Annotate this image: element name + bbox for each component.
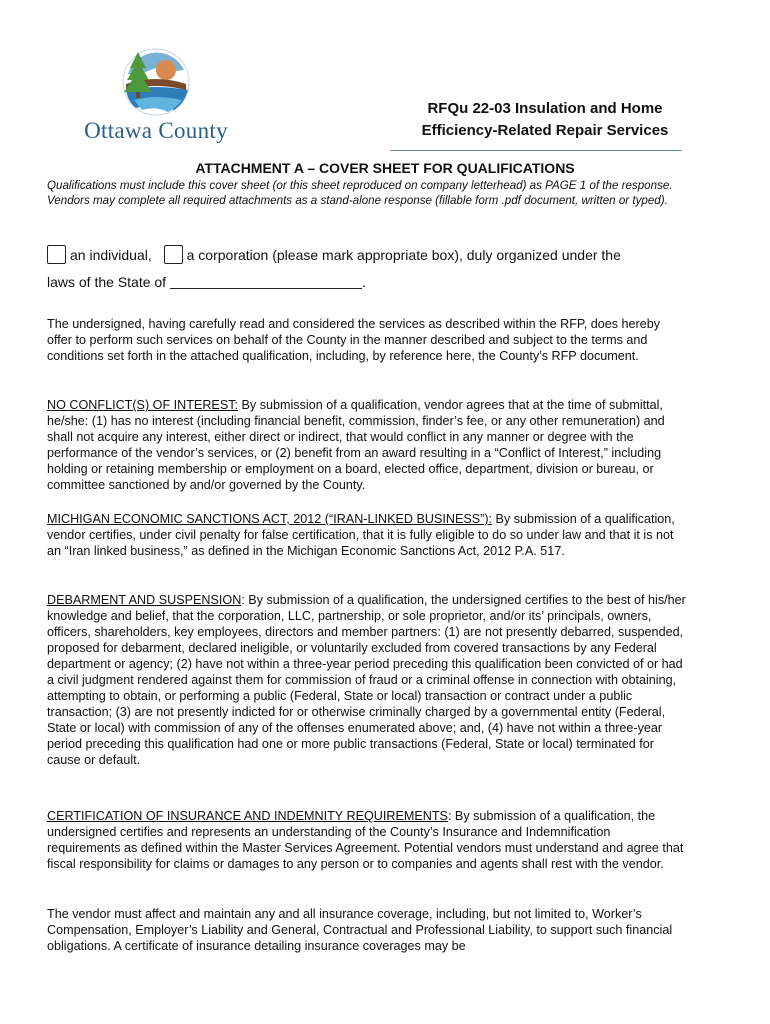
iran-body: By submission of a qualification, vendor certifies, under civil penalty for false certification, that it is fully eligible to do so under law and that it is not an “Iran linked business,” as defined in the Michigan Economic Sanctions Act, 2012 P.A. 517. [47, 512, 675, 558]
county-seal-icon [78, 44, 234, 116]
insurance-body: : By submission of a qualification, the undersigned certifies and represents an understanding of the County’s Insurance and Indemnification requirements as defined within the Master Services Agreement. Potential vendors must understand and agree that fiscal responsibility for claims or damages to any person or to companies and agents shall rest with the vendor. [47, 809, 684, 871]
laws-suffix: . [362, 274, 366, 290]
intro-text: Qualifications must include this cover sheet (or this sheet reproduced on company letterhead) as PAGE 1 of the response. Vendors may complete all required attachments as a stand-alone response (fillable form .pdf document, written or typed). [47, 179, 673, 207]
header-rule [390, 150, 682, 151]
conflict-heading: NO CONFLICT(S) OF INTEREST: [47, 398, 239, 412]
insurance-heading: CERTIFICATION OF INSURANCE AND INDEMNITY REQUIREMENTS [47, 809, 448, 823]
insurance-paragraph [47, 808, 687, 872]
corporation-checkbox[interactable] [164, 245, 183, 264]
individual-label: an individual, [70, 247, 152, 263]
attachment-title: ATTACHMENT A – COVER SHEET FOR QUALIFICATIONS [195, 160, 575, 176]
state-input[interactable] [170, 274, 362, 289]
rfq-title [400, 98, 690, 142]
laws-prefix: laws of the State of [47, 274, 167, 290]
debarment-heading: DEBARMENT AND SUSPENSION [47, 593, 242, 607]
entity-type-line [47, 245, 687, 265]
individual-checkbox[interactable] [47, 245, 66, 264]
debarment-paragraph [47, 592, 687, 768]
iran-paragraph [47, 511, 687, 559]
laws-line [47, 272, 366, 292]
vendor-insurance-paragraph: The vendor must affect and maintain any and all insurance coverage, including, but not limited to, Worker’s Compensation, Employer’s Liability and General, Contractual and Professional Liability, to support such financial obligations. A certificate of insurance detailing insurance coverages may be [47, 907, 673, 953]
conflict-body: By submission of a qualification, vendor agrees that at the time of submittal, he/she: (1) has no interest (including financial benefit, commission, finder’s fee, or any other remuneration) and shall not acquire any interest, either direct or indirect, that would conflict in any manner or degree with the performance of the vendor’s services, or (2) benefit from an award resulting in a “Conflict of Interest,” including holding or retaining membership or employment on a board, elected office, department, division or bureau, or committee sanctioned by and/or governed by the County. [47, 398, 665, 492]
rfq-title-line1: RFQu 22-03 Insulation and Home [427, 100, 663, 117]
undersigned-paragraph: The undersigned, having carefully read and considered the services as described within the RFP, does hereby offer to perform such services on behalf of the County in the manner described and subject to the terms and conditions set forth in the attached qualification, including, by reference here, the County’s RFP document. [47, 317, 661, 363]
iran-heading: MICHIGAN ECONOMIC SANCTIONS ACT, 2012 (“IRAN-LINKED BUSINESS”): [47, 512, 493, 526]
rfq-title-line2: Efficiency-Related Repair Services [421, 122, 669, 139]
logo-text: Ottawa County [84, 118, 228, 143]
county-logo [78, 44, 234, 148]
debarment-body: : By submission of a qualification, the undersigned certifies to the best of his/her knowledge and belief, that the corporation, LLC, partnership, or sole proprietor, and/or its’ principals, owners, officers, shareholders, key employees, directors and member partners: (1) are not presently debarred, suspended, proposed for debarment, declared ineligible, or voluntarily excluded from covered transactions by any Federal department or agency; (2) have not within a three-year period preceding this qualification been convicted of or had a civil judgment rendered against them for commission of fraud or a criminal offense in connection with obtaining, attempting to obtain, or performing a public (Federal, State or local) transaction or contract under a public transaction; (3) are not presently indicted for or otherwise criminally charged by a governmental entity (Federal, State or local) with commission of any of the offenses enumerated above; and, (4) have not within a three-year period preceding this qualification had one or more public transactions (Federal, State or local) terminated for cause or default. [47, 593, 686, 767]
corporation-label: a corporation (please mark appropriate box), duly organized under the [186, 247, 621, 263]
conflict-paragraph [47, 397, 687, 493]
